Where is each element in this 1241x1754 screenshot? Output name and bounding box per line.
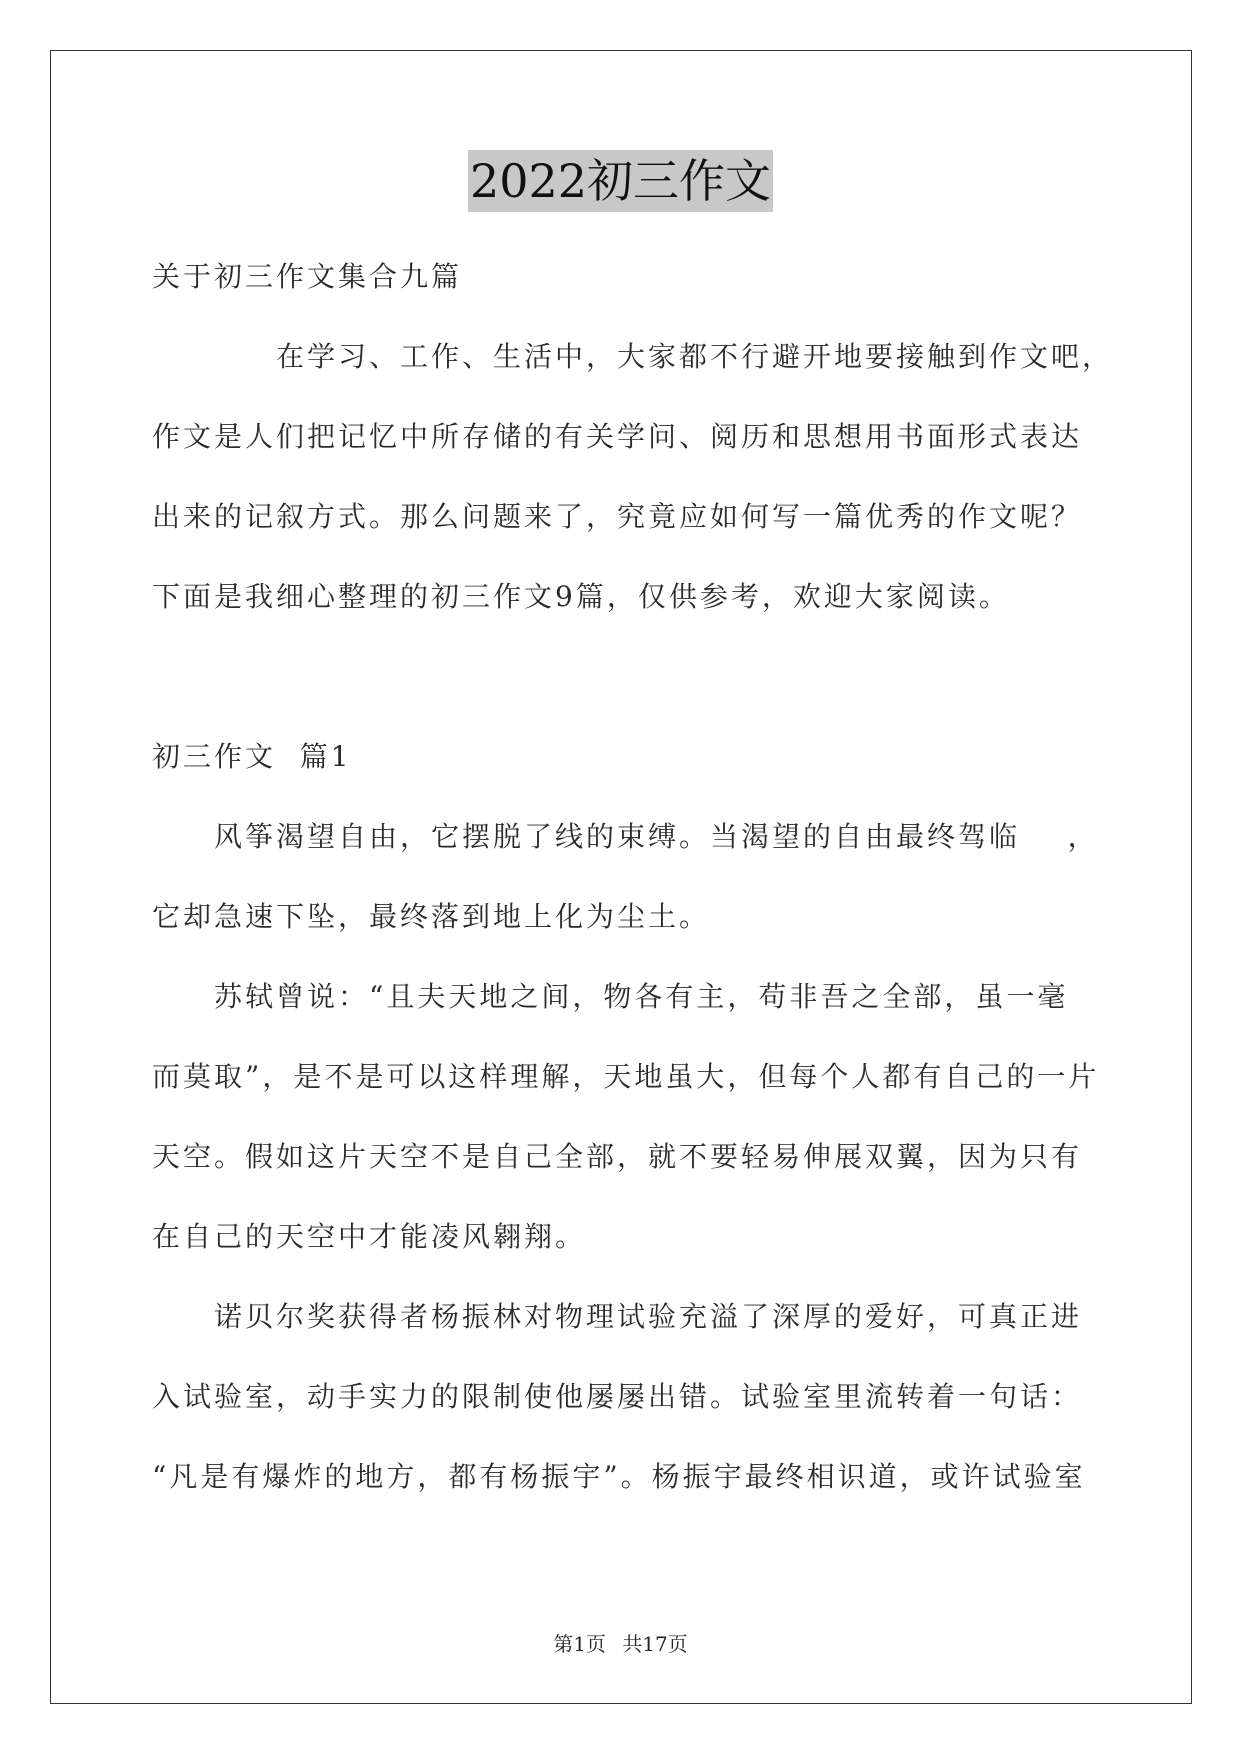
body-line: 在自己的天空中才能凌风翱翔。 — [152, 1220, 587, 1253]
body-line: 诺贝尔奖获得者杨振林对物理试验充溢了深厚的爱好，可真正进 — [214, 1300, 1083, 1333]
intro-line: 下面是我细心整理的初三作文9篇，仅供参考，欢迎大家阅读。 — [152, 580, 1010, 613]
page-footer — [0, 1628, 1241, 1657]
page-number: 第1页 — [553, 1632, 606, 1656]
body-line: 风筝渴望自由，它摆脱了线的束缚。当渴望的自由最终驾临 ， — [214, 820, 1099, 853]
paragraph-gap — [152, 637, 1102, 717]
body-line: “凡是有爆炸的地方，都有杨振宇”。杨振宇最终相识道，或许试验室 — [152, 1460, 1086, 1493]
intro-line: 在学习、工作、生活中，大家都不行避开地要接触到作文吧， — [276, 340, 1114, 373]
body-line: 天空。假如这片天空不是自己全部，就不要轻易伸展双翼，因为只有 — [152, 1140, 1083, 1173]
body-line: 它却急速下坠，最终落到地上化为尘土。 — [152, 900, 711, 933]
document-title: 2022初三作文 — [468, 150, 773, 212]
intro-line: 出来的记叙方式。那么问题来了，究竟应如何写一篇优秀的作文呢？ — [152, 500, 1083, 533]
document-body — [152, 237, 1114, 1517]
title-container — [0, 150, 1241, 212]
body-line: 苏轼曾说：“且夫天地之间，物各有主，苟非吾之全部，虽一毫 — [214, 980, 1069, 1013]
body-line: 而莫取”，是不是可以这样理解，天地虽大，但每个人都有自己的一片 — [152, 1060, 1100, 1093]
body-line: 入试验室，动手实力的限制使他屡屡出错。试验室里流转着一句话： — [152, 1380, 1083, 1413]
section-heading: 初三作文 篇1 — [152, 740, 352, 773]
intro-line: 作文是人们把记忆中所存储的有关学问、阅历和思想用书面形式表达 — [152, 420, 1083, 453]
page-total: 共17页 — [622, 1632, 688, 1656]
document-subtitle: 关于初三作文集合九篇 — [152, 260, 463, 293]
